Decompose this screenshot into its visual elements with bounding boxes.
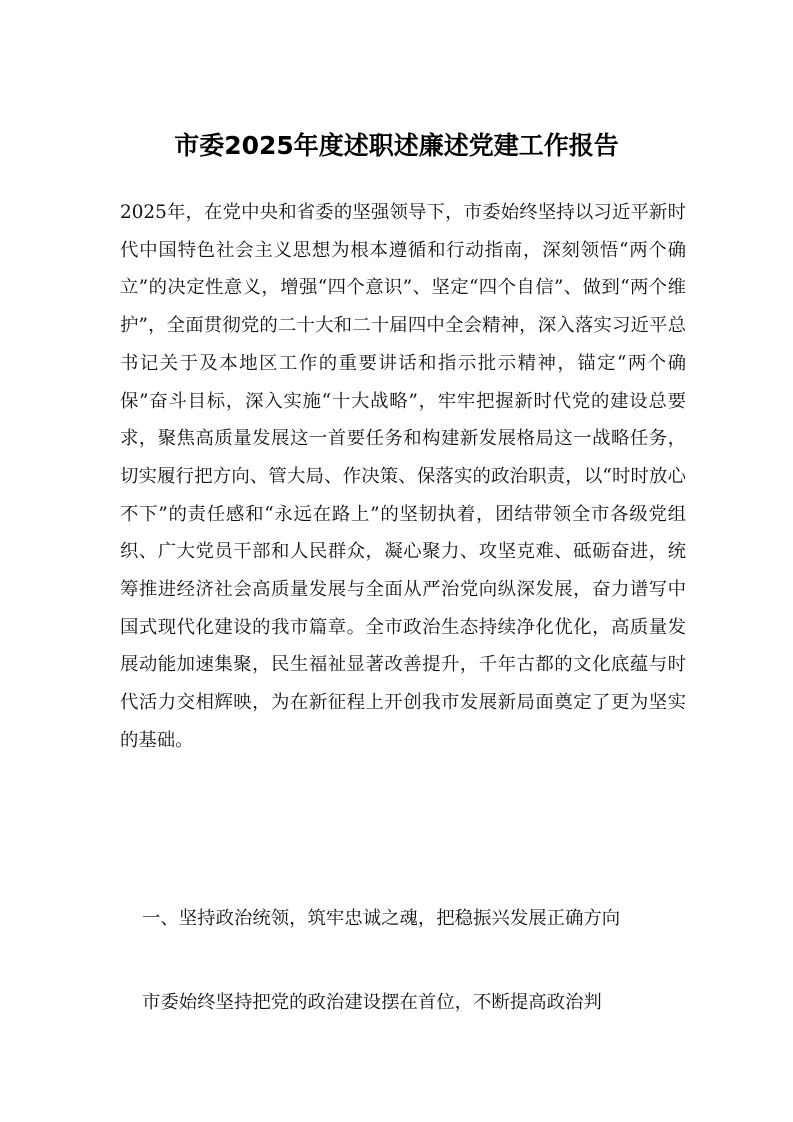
document-title: 市委2025年度述职述廉述党建工作报告	[174, 131, 619, 160]
section-heading-1: 一、坚持政治统领，筑牢忠诚之魂，把稳振兴发展正确方向	[142, 908, 621, 929]
section-1-paragraph: 市委始终坚持把党的政治建设摆在首位，不断提高政治判	[142, 992, 602, 1013]
intro-paragraph: 2025年，在党中央和省委的坚强领导下，市委始终坚持以习近平新时代中国特色社会主义思想为根本遵循和行动指南，深刻领悟“两个确立”的决定性意义，增强“四个意识”、坚定“四个自信”、做到“两个维护”，全面贯彻党的二十大和二十届四中全会精神，深入落实习近平总书记关于及本地区工作的重要讲话和指示批示精神，锚定“两个确保”奋斗目标，深入实施“十大战略”，牢牢把握新时代党的建设总要求，聚焦高质量发展这一首要任务和构建新发展格局这一战略任务，切实履行把方向、管大局、作决策、保落实的政治职责，以“时时放心不下”的责任感和“永远在路上”的坚韧执着，团结带领全市各级党组织、广大党员干部和人民群众，凝心聚力、攻坚克难、砥砺奋进，统筹推进经济社会高质量发展与全面从严治党向纵深发展，奋力谱写中国式现代化建设的我市篇章。全市政治生态持续净化优化，高质量发展动能加速集聚，民生福祉显著改善提升，千年古都的文化底蕴与时代活力交相辉映，为在新征程上开创我市发展新局面奠定了更为坚实的基础。	[120, 202, 686, 751]
